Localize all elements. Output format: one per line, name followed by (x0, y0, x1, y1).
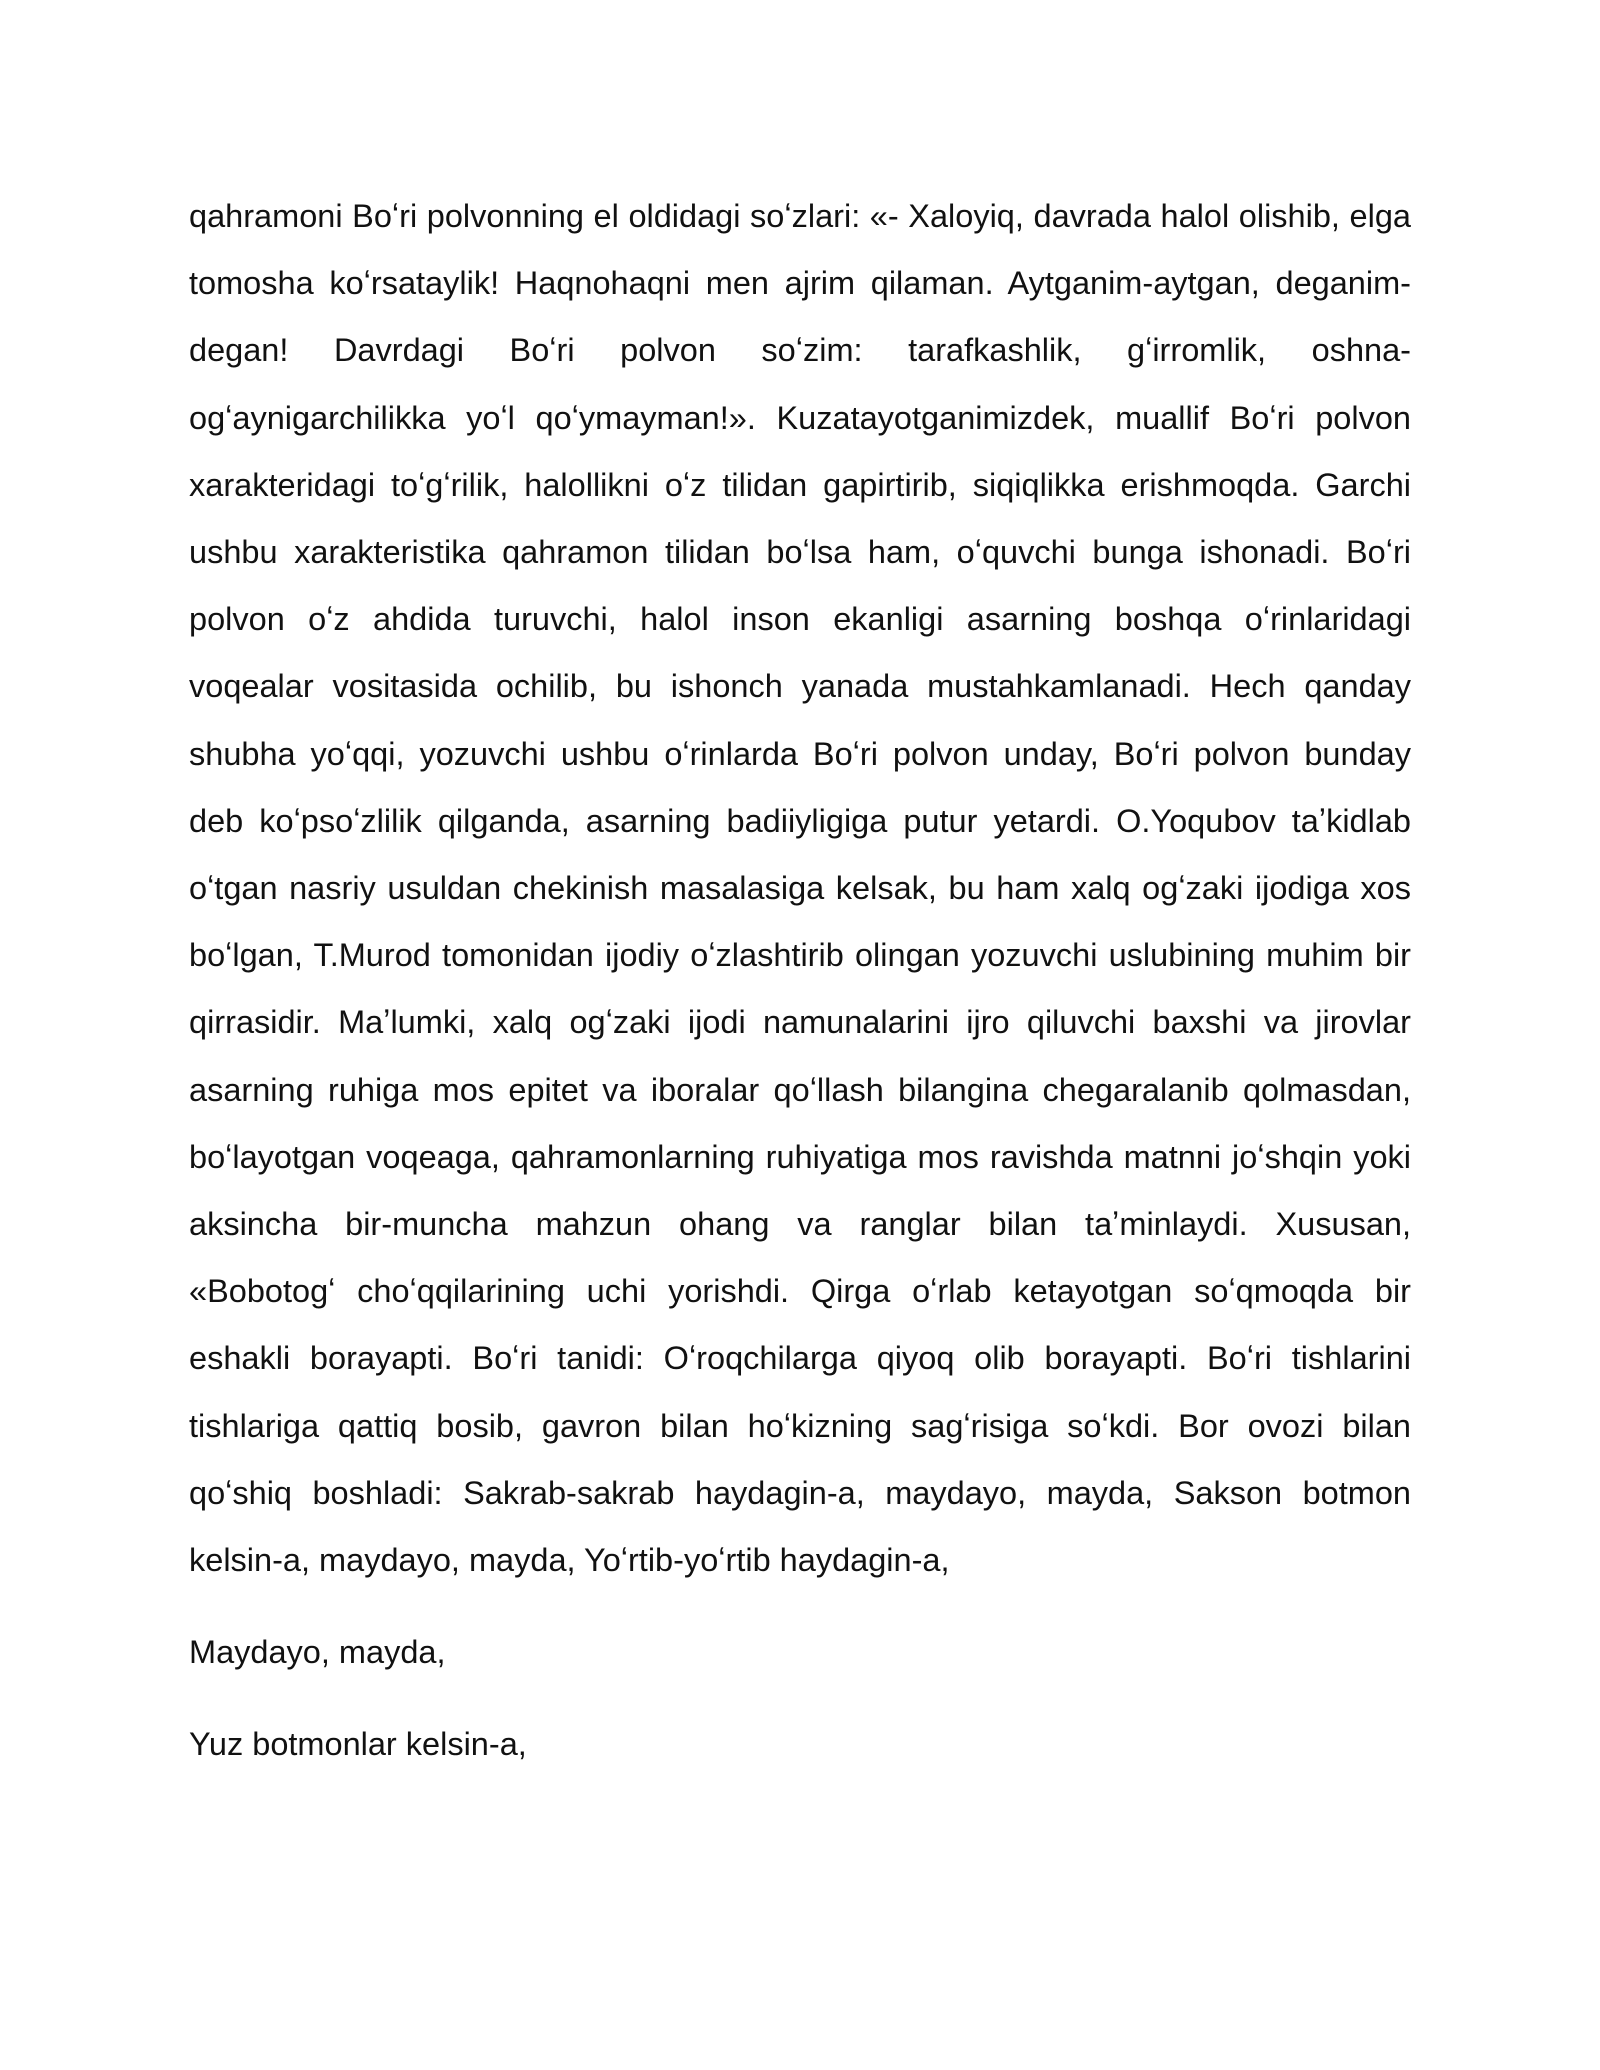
main-paragraph: qahramoni Boʻri polvonning el oldidagi soʻzlari: «- Xaloyiq, davrada halol olishib, elga tomosha koʻrsataylik! Haqnohaqni men ajrim qilaman. Aytganim-aytgan, deganim-degan! Davrdagi Boʻri polvon soʻzim: tarafkashlik, gʻirromlik, oshna-ogʻaynigarchilikka yoʻl qoʻymayman!». Kuzatayotganimizdek, muallif Boʻri polvon xarakteridagi toʻgʻrilik, halollikni oʻz tilidan gapirtirib, siqiqlikka erishmoqda. Garchi ushbu xarakteristika qahramon tilidan boʻlsa ham, oʻquvchi bunga ishonadi. Boʻri polvon oʻz ahdida turuvchi, halol inson ekanligi asarning boshqa oʻrinlaridagi voqealar vositasida ochilib, bu ishonch yanada mustahkamlanadi. Hech qanday shubha yoʻqqi, yozuvchi ushbu oʻrinlarda Boʻri polvon unday, Boʻri polvon bunday deb koʻpsoʻzlilik qilganda, asarning badiiyligiga putur yetardi. O.Yoqubov taʼkidlab oʻtgan nasriy usuldan chekinish masalasiga kelsak, bu ham xalq ogʻzaki ijodiga xos boʻlgan, T.Murod tomonidan ijodiy oʻzlashtirib olingan yozuvchi uslubining muhim bir qirrasidir. Maʼlumki, xalq ogʻzaki ijodi namunalarini ijro qiluvchi baxshi va jirovlar asarning ruhiga mos epitet va iboralar qoʻllash bilangina chegaralanib qolmasdan, boʻlayotgan voqeaga, qahramonlarning ruhiyatiga mos ravishda matnni joʻshqin yoki aksincha bir-muncha mahzun ohang va ranglar bilan taʼminlaydi. Xususan, «Bobotogʻ choʻqqilarining uchi yorishdi. Qirga oʻrlab ketayotgan soʻqmoqda bir eshakli borayapti. Boʻri tanidi: Oʻroqchilarga qiyoq olib borayapti. Boʻri tishlarini tishlariga qattiq bosib, gavron bilan hoʻkizning sagʻrisiga soʻkdi. Bor ovozi bilan qoʻshiq boshladi: Sakrab-sakrab haydagin-a, maydayo, mayda, Sakson botmon kelsin-a, maydayo, mayda, Yoʻrtib-yoʻrtib haydagin-a, (189, 198, 1411, 1579)
verse-line: Maydayo, mayda, (189, 1634, 446, 1671)
document-body (189, 183, 1411, 1779)
verse-line: Yuz botmonlar kelsin-a, (189, 1726, 527, 1763)
